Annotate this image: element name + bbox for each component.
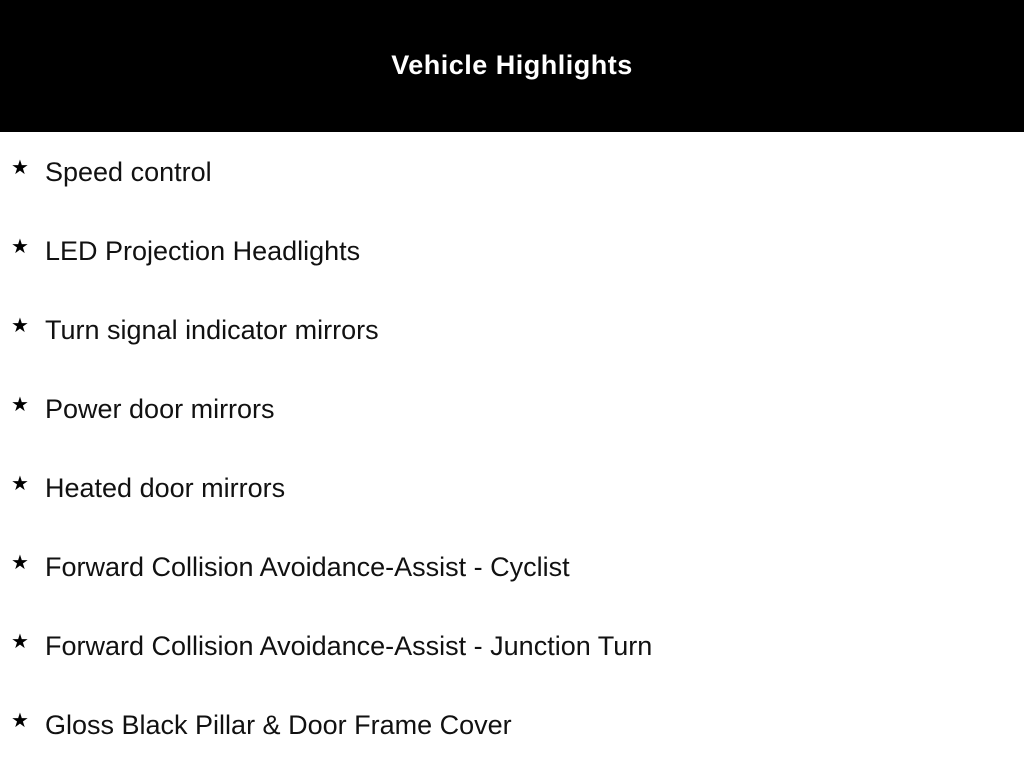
list-item-label: Gloss Black Pillar & Door Frame Cover xyxy=(45,710,512,740)
page-header xyxy=(0,0,1024,132)
star-bullet-icon: ★ xyxy=(11,552,29,574)
star-bullet-icon: ★ xyxy=(11,394,29,416)
list-item-label: Forward Collision Avoidance-Assist - Cyclist xyxy=(45,552,570,582)
list-item-label: Forward Collision Avoidance-Assist - Junction Turn xyxy=(45,631,653,661)
star-bullet-icon: ★ xyxy=(11,710,29,732)
page-title: Vehicle Highlights xyxy=(391,49,633,80)
list-item-label: Heated door mirrors xyxy=(45,473,286,503)
list-item-label: LED Projection Headlights xyxy=(45,236,361,266)
star-bullet-icon: ★ xyxy=(11,157,29,179)
star-bullet-icon: ★ xyxy=(11,315,29,337)
star-bullet-icon: ★ xyxy=(11,473,29,495)
list-item-label: Turn signal indicator mirrors xyxy=(45,315,379,345)
list-item-label: Power door mirrors xyxy=(45,394,275,424)
star-bullet-icon: ★ xyxy=(11,631,29,653)
list-item-label: Speed control xyxy=(45,157,212,187)
star-bullet-icon: ★ xyxy=(11,236,29,258)
